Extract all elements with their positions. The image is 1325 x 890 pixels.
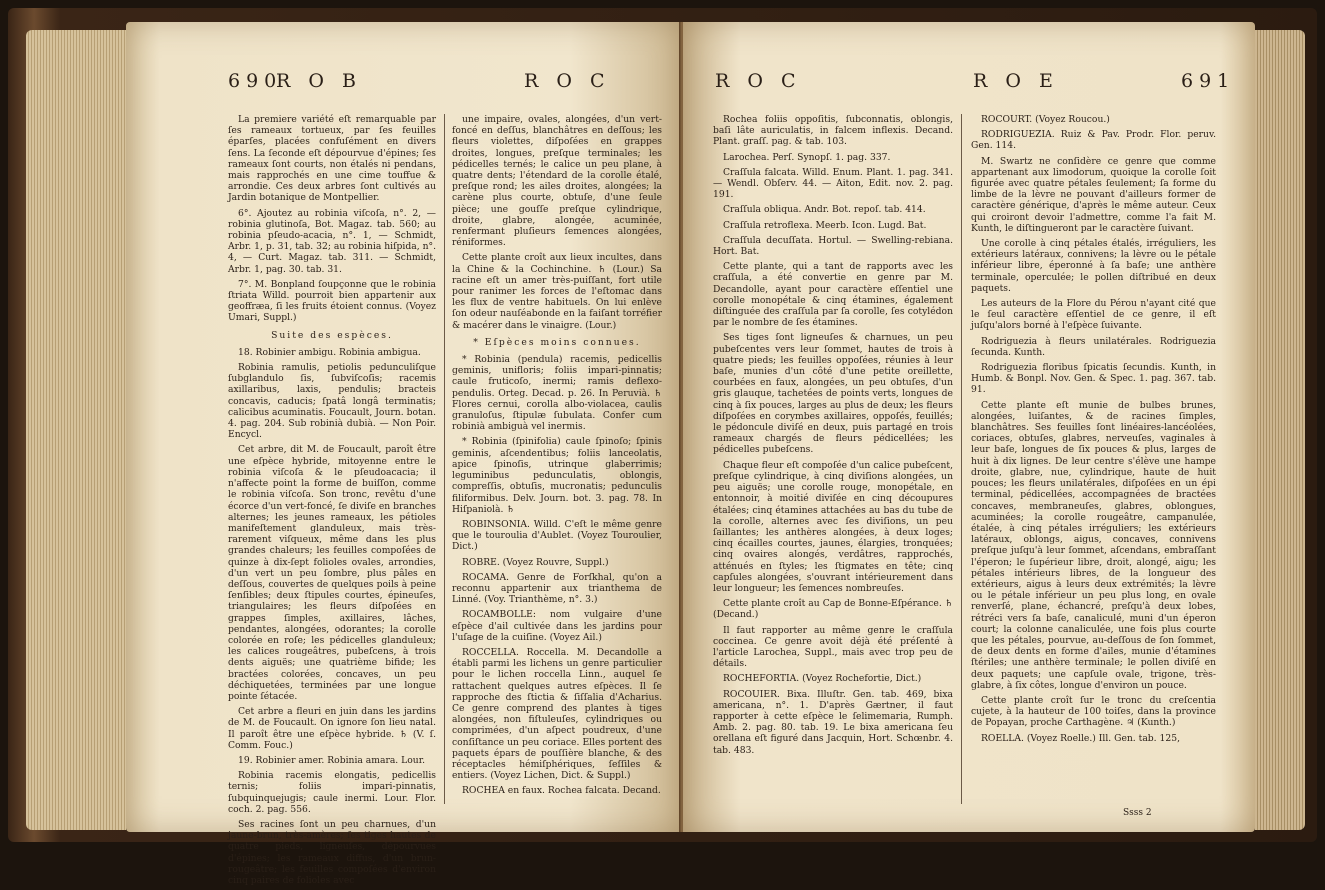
running-head-left: R O C <box>715 70 802 92</box>
paragraph: Chaque fleur eſt compoſée d'un calice pubeſcent, preſque cylindrique, à cinq diviſions alongées, un peu aiguës; une corolle rouge, monopétale, en entonnoir, à moitié diviſée en cinq découpures étalées; cinq étamines attachées au bas du tube de la corolle, alternes avec ſes diviſions, un peu ſaillantes; les anthères alongées, à deux loges; cinq écailles courtes, jaunes, élargies, tronquées; cinq ovaires alongés, verdâtres, rapprochés, atténués en ſtyles; les ſtigmates en tête; cinq capſules alongées, s'ouvrant intérieurement dans leur longueur; les ſemences nombreuſes. <box>713 459 953 594</box>
paragraph: ROCOURT. (Voyez Roucou.) <box>981 114 1110 125</box>
paragraph: Cette plante eſt munie de bulbes brunes, alongées, luiſantes, & de racines ſimples, blanchâtres. Ses feuilles ſont linéaires-lancéolées, coriaces, obtuſes, glabres, nerveuſes, vaginales à leur baſe, longues de ſix pouces & plus, larges de huit à dix lignes. De leur centre s'élève une hampe droite, glabre, nue, cylindrique, haute de huit pouces; les fleurs unilatérales, diſpoſées en un épi terminal, pédicellées, accompagnées de bractées concaves, membraneuſes, glabres, oblongues, acuminées; la corolle rougeâtre, campanulée, étalée, à cinq pétales irréguliers; les extérieurs latéraux, oblongs, aigus, concaves, connivens preſque juſqu'à leur ſommet, aſcendans, embraſſant l'éperon; le ſupérieur libre, droit, alongé, aigu; les pétales intérieurs libres, de la longueur des extérieurs, aigus à leurs deux extrémités; la lèvre ou le pétale inférieur un peu plus long, en ovale renverſé, plane, échancré, preſqu'à deux lobes, rétréci vers ſa baſe, canaliculé, muni d'un éperon court; la colonne canaliculée, une fois plus courte que les pétales, pourvue, au-deſſous de ſon ſommet, de deux dents en forme d'ailes, munie d'étamines ſtériles; une anthère terminale; le pollen diviſé en deux paquets; une capſule ovale, trigone, très-glabre, à ſix côtes, longue d'environ un pouce. <box>971 399 1216 691</box>
paragraph: La premiere variété eſt remarquable par ſes rameaux tortueux, par ſes feuilles éparſes, placées confuſément en divers ſens. La ſeconde eſt dépourvue d'épines; ſes rameaux ſont courts, non étalés ni pendans, mais rapprochés en une cime touffue & arrondie. Ces deux arbres ſont cultivés au Jardin botanique de Montpellier. <box>228 114 436 204</box>
paragraph: Cet arbre a fleuri en juin dans les jardins de M. de Foucault. On ignore ſon lieu natal. Il paroît être une eſpèce hybride. ♄ (V. ſ. Comm. Fouc.) <box>228 706 436 751</box>
paragraph: M. Swartz ne conſidère ce genre que comme appartenant aux limodorum, quoique la corolle ſoit figurée avec quatre pétales ſeulement; ſa forme du limbe de la lèvre ne pouvant d'ailleurs former de caractère générique, d'après le même auteur. Ceux qui croiront devoir l'admettre, comme l'a fait M. Kunth, le diſtingueront par le caractère ſuivant. <box>971 155 1216 234</box>
page-number: 690 <box>228 70 283 92</box>
left-column-2 <box>452 114 662 801</box>
paragraph: Rodriguezia à fleurs unilatérales. Rodriguezia ſecunda. Kunth. <box>971 335 1216 358</box>
paragraph: Rodriguezia floribus ſpicatis ſecundis. Kunth, in Humb. & Bonpl. Nov. Gen. & Spec. 1. pag. 367. tab. 91. <box>971 362 1216 396</box>
paragraph: Les auteurs de la Flore du Pérou n'ayant cité que le ſeul caractère eſſentiel de ce genre, il eſt juſqu'alors borné à l'eſpèce ſuivante. <box>971 298 1216 332</box>
right-page <box>683 22 1255 832</box>
left-page-header <box>126 70 681 98</box>
running-head-right: R O C <box>524 70 611 92</box>
paragraph: 19. Robinier amer. Robinia amara. Lour. <box>238 754 426 766</box>
paragraph: Il faut rapporter au même genre le craſſula coccinea. Ce genre avoit déjà été préſenté à l'article Larochea, Suppl., mais avec trop peu de détails. <box>713 624 953 670</box>
paragraph: ROCHEFORTIA. (Voyez Rochefortie, Dict.) <box>723 673 922 685</box>
paragraph: ROCOUIER. Bixa. Illuſtr. Gen. tab. 469, bixa americana, n°. 1. D'après Gærtner, il faut rapporter à cette eſpèce le ſelimemaria, Rumph. Amb. 2. pag. 80. tab. 19. Le bixa americana ſeu orellana eſt figuré dans Jacquin, Hort. Schœnbr. 4. tab. 483. <box>713 688 953 756</box>
paragraph: ROCCELLA. Roccella. M. Decandolle a établi parmi les lichens un genre particulier pour le lichen roccella Linn., auquel ſe rattachent quelques autres eſpèces. Il ſe rapproche des ſtictia & ſiſſalia d'Acharius. Ce genre comprend des plantes à tiges alongées, non fiſtuleuſes, cylindriques ou comprimées, d'un aſpect poudreux, d'une conſiſtance un peu coriace. Elles portent des paquets épars de pouſſière blanche, & des réceptacles hémiſphériques, ſeſſiles & entiers. (Voyez Lichen, Dict. & Suppl.) <box>452 646 662 782</box>
paragraph: Craſſula retroflexa. Meerb. Icon. Lugd. Bat. <box>723 219 927 231</box>
paragraph: * Eſpèces moins connues. <box>473 336 641 348</box>
right-column-1 <box>713 114 953 760</box>
paragraph: ROCAMA. Genre de Forſkhal, qu'on a reconnu appartenir aux trianthema de Linné. (Voy. Trianthème, n°. 3.) <box>452 571 662 606</box>
paragraph: Suite des espèces. <box>271 329 393 341</box>
right-column-2 <box>971 114 1216 748</box>
column-rule <box>444 114 445 804</box>
paragraph: Craſſula falcata. Willd. Enum. Plant. 1. pag. 341. — Wendl. Obſerv. 44. — Aiton, Edit. nov. 2. pag. 191. <box>713 166 953 201</box>
page-number: 691 <box>1181 70 1236 92</box>
paragraph: ROBINSONIA. Willd. C'eſt le même genre que le touroulia d'Aublet. (Voyez Touroulier, Dict.) <box>452 518 662 553</box>
page-edges-right <box>1255 30 1305 830</box>
paragraph: ROCAMBOLLE: nom vulgaire d'une eſpèce d'ail cultivée dans les jardins pour l'uſage de la cuiſine. (Voyez Ail.) <box>452 609 662 643</box>
paragraph: ROCHEA en faux. Rochea falcata. Decand. <box>462 785 661 797</box>
left-column-1 <box>228 114 436 890</box>
paragraph: Ses tiges ſont ligneuſes & charnues, un peu pubeſcentes vers leur ſommet, hautes de trois à quatre pieds; les feuilles oppoſées, réunies à leur baſe, munies d'un côté d'une petite oreillette, courbées en faux, alongées, un peu obtuſes, d'un gris glauque, tachetées de points verts, longues de cinq à ſix pouces, larges au plus de deux; les fleurs diſpoſées en corymbes axillaires, oppoſés, feuillés; le pédoncule diviſé en deux, puis partagé en trois rameaux chargés de fleurs pédicellées; les pédicelles pubeſcens. <box>713 332 953 456</box>
paragraph: Larochea. Perſ. Synopſ. 1. pag. 337. <box>723 151 891 163</box>
running-head-left: R O B <box>276 70 362 92</box>
paragraph: * Robinia (ſpinifolia) caule ſpinoſo; ſpinis geminis, aſcendentibus; foliis lanceolatis, apice ſpinoſis, utrinque glaberrimis; leguminibus pedunculatis, oblongis, compreſſis, obtuſis, mucronatis; pedunculis filiformibus. Delv. Journ. bot. 3. pag. 78. In Hiſpaniolà. ♄ <box>452 436 662 515</box>
paragraph: Craſſula obliqua. Andr. Bot. repoſ. tab. 414. <box>723 204 926 216</box>
paragraph: Cette plante croît au Cap de Bonne-Eſpérance. ♄ (Decand.) <box>713 598 953 621</box>
paragraph: * Robinia (pendula) racemis, pedicellis geminis, unifloris; foliis impari-pinnatis; caule fruticoſo, inermi; ramis deflexo-pendulis. Orteg. Decad. p. 26. In Peruvià. ♄ Flores cernui, corolla albo-violacea, caulis granuloſus, ſtipulæ ſubulata. Confer cum robinià ambiguà vel inermis. <box>452 354 662 433</box>
paragraph: Rochea foliis oppoſitis, ſubconnatis, oblongis, baſi lâte auriculatis, in falcem inflexis. Decand. Plant. graſſ. pag. & tab. 103. <box>713 114 953 148</box>
paragraph: une impaire, ovales, alongées, d'un vert-foncé en deſſus, blanchâtres en deſſous; les fleurs violettes, diſpoſées en grappes droites, longues, preſque terminales; les pédicelles ternés; le calice un peu plane, à quatre dents; l'étendard de la corolle étalé, preſque rond; les ailes droites, alongées; la carène plus courte, obtuſe, d'une ſeule pièce; une gouſſe preſque cylindrique, droite, glabre, alongée, acuminée, renfermant pluſieurs ſemences alongées, réniformes. <box>452 114 662 249</box>
right-page-header <box>683 70 1255 98</box>
page-edges-left <box>26 30 126 830</box>
running-head-right: R O E <box>973 70 1059 92</box>
paragraph: 6°. Ajoutez au robinia viſcoſa, n°. 2, — robinia glutinoſa, Bot. Magaz. tab. 560; au robinia pſeudo-acacia, n°. 1, — Schmidt, Arbr. 1, p. 31, tab. 32; au robinia hiſpida, n°. 4, — Curt. Magaz. tab. 311. — Schmidt, Arbr. 1, pag. 30. tab. 31. <box>228 207 436 275</box>
paragraph: Cette plante croît aux lieux incultes, dans la Chine & la Cochinchine. ♄ (Lour.) Sa racine eſt un amer très-puiſſant, fort utile pour ranimer les forces de l'eſtomac dans les flux de ventre habituels. On lui enlève ſon odeur nauſéabonde en la faiſant torréfier & macérer dans le vinaigre. (Lour.) <box>452 252 662 331</box>
paragraph: 7°. M. Bonpland ſoupçonne que le robinia ſtriata Willd. pourroit bien appartenir aux geoffræa, ſi les fruits étoient connus. (Voyez Umari, Suppl.) <box>228 278 436 324</box>
paragraph: Craſſula decuſſata. Hortul. — Swelling-rebiana. Hort. Bat. <box>713 234 953 258</box>
paragraph: Cette plante, qui a tant de rapports avec les craſſula, a été convertie en genre par M. Decandolle, ayant pour caractère eſſentiel une corolle monopétale & cinq étamines, également diſtinguée des craſſula par ſa corolle, ſes cotylédon par le nombre de ſes étamines. <box>713 261 953 329</box>
paragraph: Ses racines ſont un peu charnues, d'un jaune-brun, très-amères; ſes tiges hautes de quatre pieds, ligneuſes, dépourvues d'épines; les rameaux diffus, d'un brun-rougeâtre; les feuilles compoſées d'environ cinq paires de folioles avec <box>228 818 436 886</box>
paragraph: RODRIGUEZIA. Ruiz & Pav. Prodr. Flor. peruv. Gen. 114. <box>971 129 1216 152</box>
paragraph: Cet arbre, dit M. de Foucault, paroît être une eſpèce hybride, mitoyenne entre le robinia viſcoſa & le pſeudoacacia; il n'affecte point la forme de buiſſon, comme le robinia viſcoſa. Son tronc, revêtu d'une écorce d'un vert-foncé, ſe diviſe en branches alternes; les jeunes rameaux, les pétioles manifeſtement glanduleux, mais très-rarement viſqueux, même dans les plus grandes chaleurs; les feuilles compoſées de quinze à dix-ſept folioles ovales, arrondies, d'un vert un peu ſombre, plus pâles en deſſous, couvertes de quelques poils à peine ſenſibles; deux ſtipules courtes, épineuſes, triangulaires; les fleurs diſpoſées en grappes ſimples, axillaires, lâches, pendantes, alongées, odorantes; la corolle colorée en roſe; les pédicelles glanduleux; les calices rougeâtres, pubeſcens, à trois dents aiguës; une quatrième bifide; les bractées colorées, concaves, un peu déchiquetées, terminées par une longue pointe ſétacée. <box>228 444 436 702</box>
signature-mark: Ssss 2 <box>1123 808 1152 818</box>
paragraph: ROELLA. (Voyez Roelle.) Ill. Gen. tab. 125, <box>981 732 1180 744</box>
paragraph: 18. Robinier ambigu. Robinia ambigua. <box>238 346 421 358</box>
paragraph: Robinia racemis elongatis, pedicellis ternis; foliis impari-pinnatis, ſubquinquejugis; caule inermi. Lour. Flor. coch. 2. pag. 556. <box>228 770 436 815</box>
column-rule <box>961 114 962 804</box>
left-page <box>126 22 681 886</box>
paragraph: ROBRE. (Voyez Rouvre, Suppl.) <box>462 556 609 568</box>
paragraph: Une corolle à cinq pétales étalés, irréguliers, les extérieurs latéraux, connivens; la lèvre ou le pétale inférieur libre, éperonné à ſa baſe; une anthère terminale, operculée; le pollen diſtribué en deux paquets. <box>971 238 1216 294</box>
paragraph: Robinia ramulis, petiolis pedunculiſque ſubglandulo ſis, ſubviſcoſis; racemis axillaribus, laxis, pendulis; bracteis concavis, caducis; ſpatâ longâ terminatis; calicibus acuminatis. Foucault, Journ. botan. 4. pag. 204. Sub robinià dubià. — Non Poir. Encycl. <box>228 362 436 441</box>
paragraph: Cette plante croît ſur le tronc du creſcentia cujete, à la hauteur de 100 toiſes, dans la province de Popayan, proche Carthagène. ♃ (Kunth.) <box>971 694 1216 729</box>
